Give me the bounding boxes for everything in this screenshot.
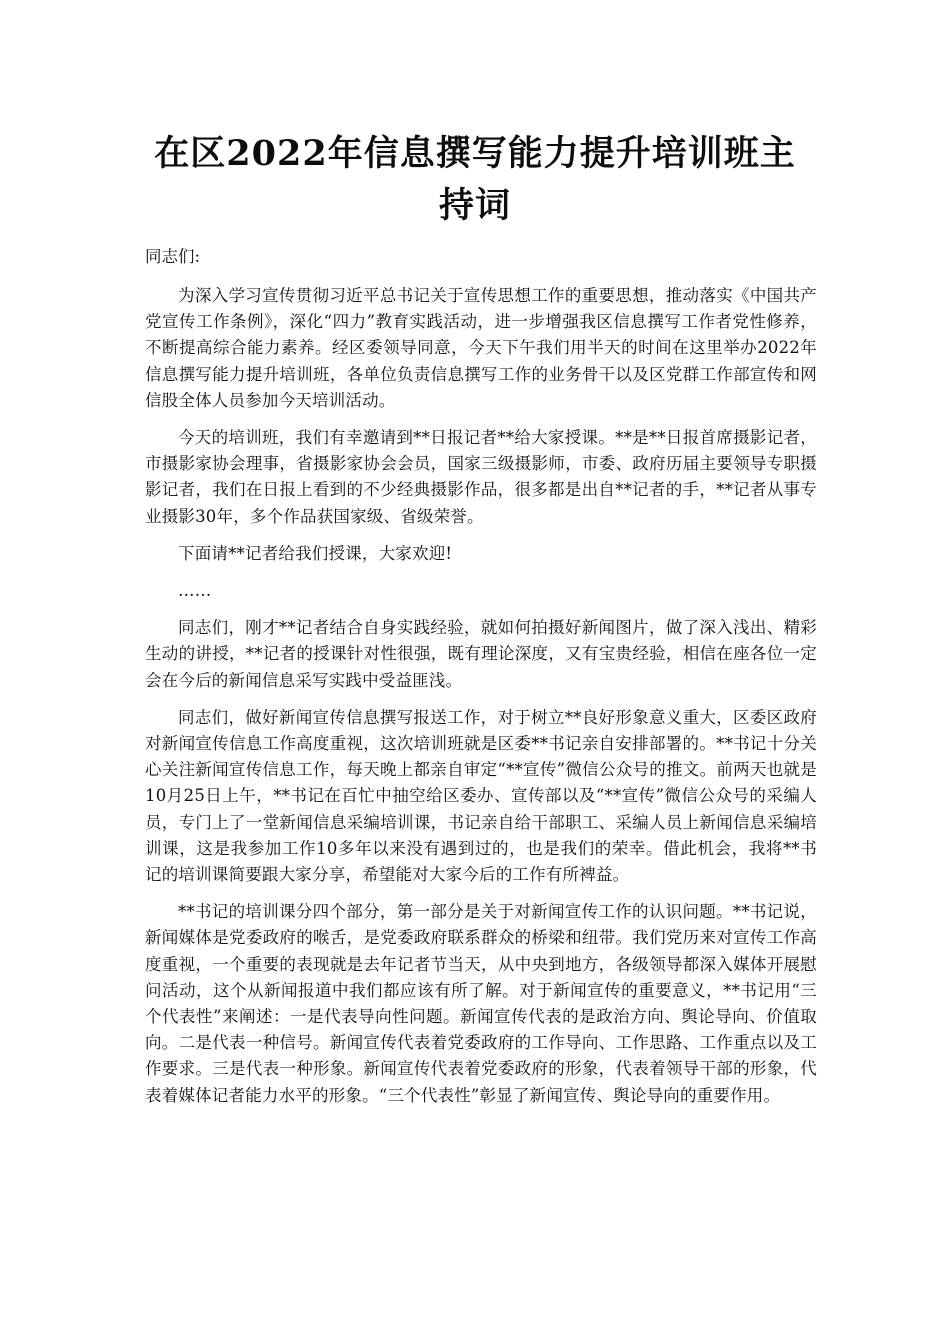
paragraph-summary: 同志们，刚才**记者结合自身实践经验，就如何拍摄好新闻图片，做了深入浅出、精彩生动的讲授，**记者的授课针对性很强，既有理论深度，又有宝贵经验，相信在座各位一定会在今后的新闻信息采写实践中受益匪浅。	[145, 618, 817, 690]
paragraph-intro: 为深入学习宣传贯彻习近平总书记关于宣传思想工作的重要思想，推动落实《中国共产党宣传工作条例》，深化“四力”教育实践活动，进一步增强我区信息撰写工作者党性修养，不断提高综合能力素养。经区委领导同意，今天下午我们用半天的时间在这里举办2022年信息撰写能力提升培训班，各单位负责信息撰写工作的业务骨干以及区党群工作部宣传和网信股全体人员参加今天培训活动。	[145, 286, 817, 410]
document-body	[145, 243, 817, 1120]
paragraph-speaker-intro: 今天的培训班，我们有幸邀请到**日报记者**给大家授课。**是**日报首席摄影记者，市摄影家协会理事，省摄影家协会会员，国家三级摄影师，市委、政府历届主要领导专职摄影记者，我们在日报上看到的不少经典摄影作品，很多都是出自**记者的手，**记者从事专业摄影30年，多个作品获国家级、省级荣誉。	[145, 428, 817, 526]
paragraph-importance: 同志们，做好新闻宣传信息撰写报送工作，对于树立**良好形象意义重大，区委区政府对新闻宣传信息工作高度重视，这次培训班就是区委**书记亲自安排部署的。**书记十分关心关注新闻宣传信息工作，每天晚上都亲自审定“**宣传”微信公众号的推文。前两天也就是10月25日上午，**书记在百忙中抽空给区委办、宣传部以及“**宣传”微信公众号的采编人员，专门上了一堂新闻信息采编培训课，书记亲自给干部职工、采编人员上新闻信息采编培训课，这是我参加工作10多年以来没有遇到过的，也是我们的荣幸。借此机会，我将**书记的培训课简要跟大家分享，希望能对大家今后的工作有所裨益。	[145, 707, 817, 885]
document-title: 在区2022年信息撰写能力提升培训班主持词	[154, 133, 796, 226]
paragraph-training-content: **书记的培训课分四个部分，第一部分是关于对新闻宣传工作的认识问题。**书记说，新闻媒体是党委政府的喉舌，是党委政府联系群众的桥梁和纽带。我们党历来对宣传工作高度重视，一个重要的表现就是去年记者节当天，从中央到地方，各级领导都深入媒体开展慰问活动，这个从新闻报道中我们都应该有所了解。对于新闻宣传的重要意义，**书记用“三个代表性”来阐述：一是代表导向性问题。新闻宣传代表的是政治方向、舆论导向、价值取向。二是代表一种信号。新闻宣传代表着党委政府的工作导向、工作思路、工作重点以及工作要求。三是代表一种形象。新闻宣传代表着党委政府的形象，代表着领导干部的形象，代表着媒体记者能力水平的形象。“三个代表性”彰显了新闻宣传、舆论导向的重要作用。	[145, 902, 817, 1105]
paragraph-ellipsis: ……	[178, 581, 212, 601]
paragraph-welcome: 下面请**记者给我们授课，大家欢迎!	[178, 543, 453, 563]
salutation: 同志们:	[145, 247, 201, 266]
